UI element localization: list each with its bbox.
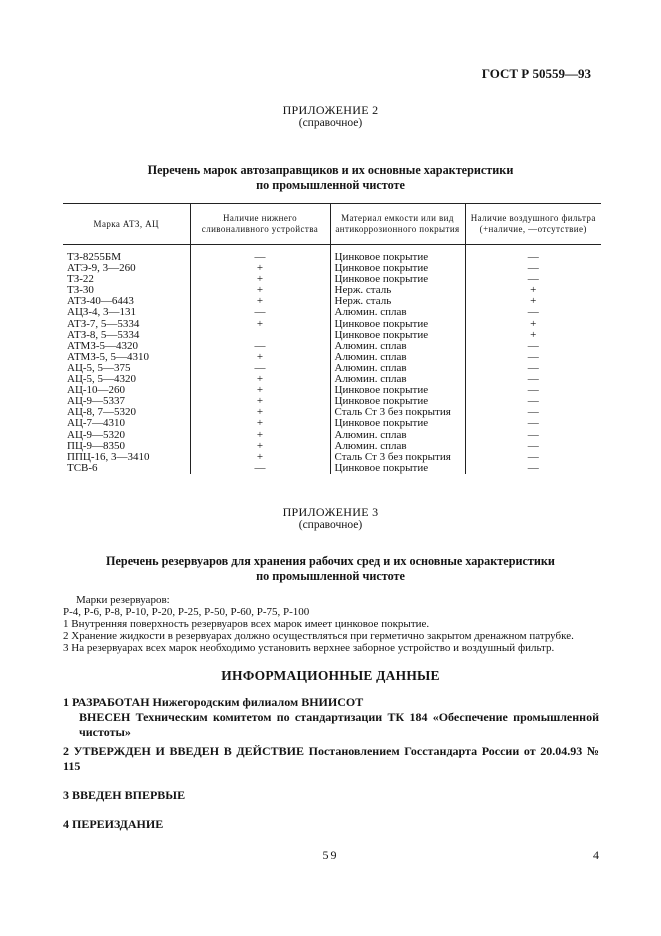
table-cell: Цинковое покрытие <box>330 245 465 264</box>
table-row <box>63 307 601 318</box>
table-cell: + <box>190 430 330 441</box>
table-cell: — <box>465 430 601 441</box>
table-row <box>63 330 601 341</box>
table-cell: + <box>190 452 330 463</box>
table-cell: Сталь Ст 3 без покрытия <box>330 407 465 418</box>
table-cell: Цинковое покрытие <box>330 463 465 474</box>
table-cell: — <box>465 418 601 429</box>
table-cell: — <box>465 452 601 463</box>
table-row <box>63 430 601 441</box>
table-row <box>63 296 601 307</box>
table-row <box>63 274 601 285</box>
table-cell: + <box>190 396 330 407</box>
table-cell: АЦ-5, 5—4320 <box>67 373 137 386</box>
table-row <box>63 363 601 374</box>
table-cell: Сталь Ст 3 без покрытия <box>330 452 465 463</box>
table-cell: ТЗ-30 <box>67 284 94 297</box>
table-cell: Цинковое покрытие <box>330 319 465 330</box>
table-cell: АТЗ-40—6443 <box>67 295 134 308</box>
table-cell: — <box>190 245 330 264</box>
table-cell: Цинковое покрытие <box>330 330 465 341</box>
table-cell: Цинковое покрытие <box>330 385 465 396</box>
table-cell: АТЗ-8, 5—5334 <box>67 328 140 341</box>
table-cell: + <box>190 285 330 296</box>
table-cell: — <box>190 341 330 352</box>
table-cell: — <box>465 441 601 452</box>
table-cell: + <box>190 274 330 285</box>
table-cell: — <box>465 396 601 407</box>
table-cell: + <box>190 263 330 274</box>
table-row <box>63 245 601 264</box>
table-cell: АЦ-9—5337 <box>67 395 126 408</box>
table-cell: АЦ-9—5320 <box>67 428 126 441</box>
table-cell: + <box>190 407 330 418</box>
tank-note-1: 1 Внутренняя поверхность резервуаров всех марок имеет цинковое покрытие. <box>63 618 430 630</box>
table-row <box>63 385 601 396</box>
table-cell: — <box>190 307 330 318</box>
table-cell: — <box>190 363 330 374</box>
table-cell: — <box>465 274 601 285</box>
table-row <box>63 463 601 474</box>
column-header: Наличие воздушного фильтра (+наличие, —отсутствие) <box>465 204 601 245</box>
appendix2-heading-line2: по промышленной чистоте <box>256 178 405 192</box>
table-cell: — <box>465 463 601 474</box>
table-cell: АЦ-10—260 <box>67 384 126 397</box>
appendix2-title: ПРИЛОЖЕНИЕ 2 <box>282 103 379 117</box>
table-cell: — <box>465 374 601 385</box>
table-cell: + <box>190 418 330 429</box>
table-row <box>63 263 601 274</box>
table-cell: + <box>465 319 601 330</box>
table-cell: — <box>465 352 601 363</box>
table-cell: — <box>465 307 601 318</box>
appendix3-heading-line2: по промышленной чистоте <box>256 569 405 583</box>
table-cell: Цинковое покрытие <box>330 263 465 274</box>
tank-brands-list: Р-4, Р-6, Р-8, Р-10, Р-20, Р-25, Р-50, Р-60, Р-75, Р-100 <box>63 606 310 618</box>
table-row <box>63 319 601 330</box>
table-row <box>63 452 601 463</box>
table-cell: — <box>465 263 601 274</box>
table-cell: — <box>465 341 601 352</box>
table-cell: + <box>190 319 330 330</box>
table-row <box>63 352 601 363</box>
table-cell: АЦ-5, 5—375 <box>67 361 131 374</box>
table-cell: АТМЗ-5—4320 <box>67 339 139 352</box>
table-cell: ППЦ-16, 3—3410 <box>67 450 150 463</box>
table-cell: + <box>190 374 330 385</box>
document-id: ГОСТ Р 50559—93 <box>481 66 591 81</box>
table-cell: — <box>465 385 601 396</box>
tank-note-2: 2 Хранение жидкости в резервуарах должно осуществляться при герметично закрытом дренажном патрубке. <box>63 630 574 642</box>
tank-brands-label: Марки резервуаров: <box>76 594 170 606</box>
appendix3-heading-line1: Перечень резервуаров для хранения рабочих сред и их основные характеристики <box>106 554 555 568</box>
table-cell: + <box>465 330 601 341</box>
table-cell: Цинковое покрытие <box>330 418 465 429</box>
table-cell: Цинковое покрытие <box>330 396 465 407</box>
info-item-1-developer: 1 РАЗРАБОТАН Нижегородским филиалом ВНИИСОТ <box>63 695 364 709</box>
info-item-3: 3 ВВЕДЕН ВПЕРВЫЕ <box>63 788 186 802</box>
tank-note-3: 3 На резервуарах всех марок необходимо установить верхнее заборное устройство и воздушный фильтр. <box>63 642 555 654</box>
info-item-1-introduced: ВНЕСЕН Техническим комитетом по стандартизации ТК 184 «Обеспечение промышленной чистоты» <box>79 710 599 739</box>
info-item-4: 4 ПЕРЕИЗДАНИЕ <box>63 817 164 831</box>
info-item-2: 2 УТВЕРЖДЕН И ВВЕДЕН В ДЕЙСТВИЕ Постановлением Госстандарта России от 20.04.93 № 115 <box>63 744 599 773</box>
table-cell: + <box>190 385 330 396</box>
table-cell: + <box>190 441 330 452</box>
table-row <box>63 374 601 385</box>
table-cell: Алюмин. сплав <box>330 430 465 441</box>
table-cell: АТМЗ-5, 5—4310 <box>67 350 150 363</box>
appendix2-subtitle: (справочное) <box>298 117 363 129</box>
table-cell: АЦЗ-4, 3—131 <box>67 306 137 319</box>
table-cell: — <box>465 407 601 418</box>
table-row <box>63 407 601 418</box>
info-data-title: ИНФОРМАЦИОННЫЕ ДАННЫЕ <box>221 668 440 683</box>
table-cell: Алюмин. сплав <box>330 307 465 318</box>
table-cell: Алюмин. сплав <box>330 341 465 352</box>
table-cell: Алюмин. сплав <box>330 441 465 452</box>
table-cell: АТЭ-9, 3—260 <box>67 262 136 275</box>
table-cell: Нерж. сталь <box>330 285 465 296</box>
table-row <box>63 285 601 296</box>
table-cell: — <box>190 463 330 474</box>
appendix3-title: ПРИЛОЖЕНИЕ 3 <box>282 505 379 519</box>
table-cell: + <box>190 352 330 363</box>
table-cell: АТЗ-7, 5—5334 <box>67 317 140 330</box>
table-cell: АЦ-7—4310 <box>67 417 126 430</box>
table-cell: + <box>190 296 330 307</box>
table-cell: ТСВ-6 <box>67 461 98 474</box>
column-header: Наличие нижнего сливоналивного устройства <box>190 204 330 245</box>
table-cell: Алюмин. сплав <box>330 352 465 363</box>
table-cell: + <box>465 285 601 296</box>
table-header-row <box>63 204 601 245</box>
table-cell: Алюмин. сплав <box>330 374 465 385</box>
column-header: Материал емкости или вид антикоррозионного покрытия <box>330 204 465 245</box>
sheet-number: 4 <box>593 848 599 862</box>
table-cell: ПЦ-9—8350 <box>67 439 126 452</box>
table-cell: ТЗ-22 <box>67 273 94 286</box>
table-cell: АЦ-8, 7—5320 <box>67 406 137 419</box>
page-number: 59 <box>322 848 339 862</box>
column-header: Марка АТЗ, АЦ <box>63 204 190 245</box>
table-cell: Цинковое покрытие <box>330 274 465 285</box>
appendix3-subtitle: (справочное) <box>298 519 363 531</box>
table-cell: ТЗ-8255БМ <box>67 251 121 263</box>
appendix2-heading-line1: Перечень марок автозаправщиков и их основные характеристики <box>147 163 514 177</box>
table-cell: Нерж. сталь <box>330 296 465 307</box>
table-cell: Алюмин. сплав <box>330 363 465 374</box>
table-cell: + <box>465 296 601 307</box>
info-item-1 <box>63 695 599 740</box>
table-cell: — <box>465 363 601 374</box>
table-cell: — <box>465 245 601 264</box>
tanker-table <box>63 203 601 474</box>
table-row <box>63 396 601 407</box>
table-row <box>63 418 601 429</box>
